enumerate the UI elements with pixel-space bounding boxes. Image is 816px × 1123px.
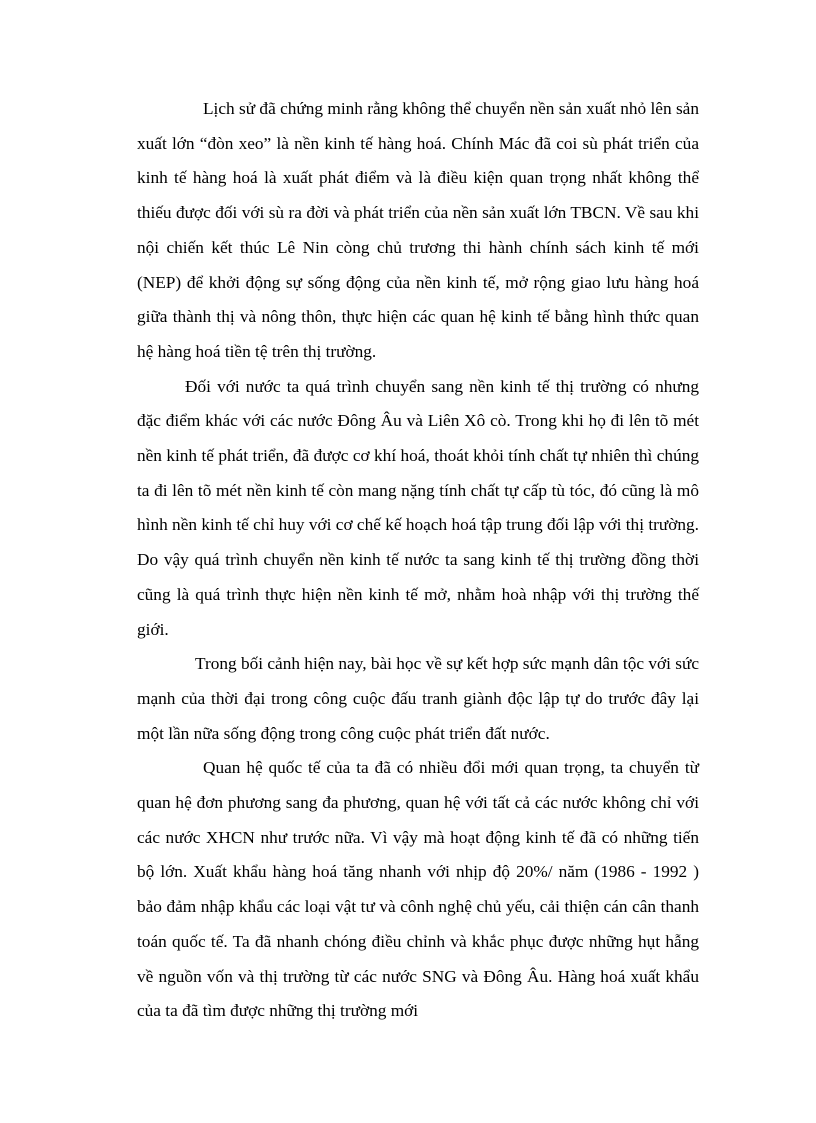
paragraph-3: Trong bối cảnh hiện nay, bài học về sự kết hợp sức mạnh dân tộc với sức mạnh của thời đại trong công cuộc đấu tranh giành độc lập tự do trước đây lại một lần nữa sống động trong công cuộc phát triển đất nước. xyxy=(137,654,699,743)
paragraph-4: Quan hệ quốc tế của ta đã có nhiều đổi mới quan trọng, ta chuyển từ quan hệ đơn phương sang đa phương, quan hệ với tất cả các nước không chỉ với các nước XHCN như trước nữa. Vì vậy mà hoạt động kinh tế đã có những tiến bộ lớn. Xuất khẩu hàng hoá tăng nhanh với nhịp độ 20%/ năm (1986 - 1992 ) bảo đảm nhập khẩu các loại vật tư và cônh nghệ chủ yếu, cải thiện cán cân thanh toán quốc tế. Ta đã nhanh chóng điều chỉnh và khắc phục được những hụt hẫng về nguồn vốn và thị trường từ các nước SNG và Đông Âu. Hàng hoá xuất khẩu của ta đã tìm được những thị trường mới xyxy=(137,758,699,1021)
paragraph-1: Lịch sử đã chứng minh rằng không thể chuyển nền sản xuất nhỏ lên sản xuất lớn “đòn xeo” là nền kinh tế hàng hoá. Chính Mác đã coi sù phát triển của kinh tế hàng hoá là xuất phát điểm và là điều kiện quan trọng nhất không thể thiếu được đối với sù ra đời và phát triển của nền sản xuất lớn TBCN. Về sau khi nội chiến kết thúc Lê Nin còng chủ trương thi hành chính sách kinh tế mới (NEP) để khởi động sự sống động của nền kinh tế, mở rộng giao lưu hàng hoá giữa thành thị và nông thôn, thực hiện các quan hệ kinh tế bằng hình thức quan hệ hàng hoá tiền tệ trên thị trường. xyxy=(137,99,699,361)
paragraph-2: Đối với nước ta quá trình chuyển sang nền kinh tế thị trường có nhưng đặc điểm khác với các nước Đông Âu và Liên Xô cò. Trong khi họ đi lên tõ mét nền kinh tế phát triển, đã được cơ khí hoá, thoát khỏi tính chất tự nhiên thì chúng ta đi lên tõ mét nền kinh tế còn mang nặng tính chất tự cấp tù tóc, đó cũng là mô hình nền kinh tế chỉ huy với cơ chế kế hoạch hoá tập trung đối lập với thị trường. Do vậy quá trình chuyển nền kinh tế nước ta sang kinh tế thị trường đồng thời cũng là quá trình thực hiện nền kinh tế mở, nhằm hoà nhập với thị trường thế giới. xyxy=(137,376,699,639)
body-text xyxy=(137,92,699,1029)
